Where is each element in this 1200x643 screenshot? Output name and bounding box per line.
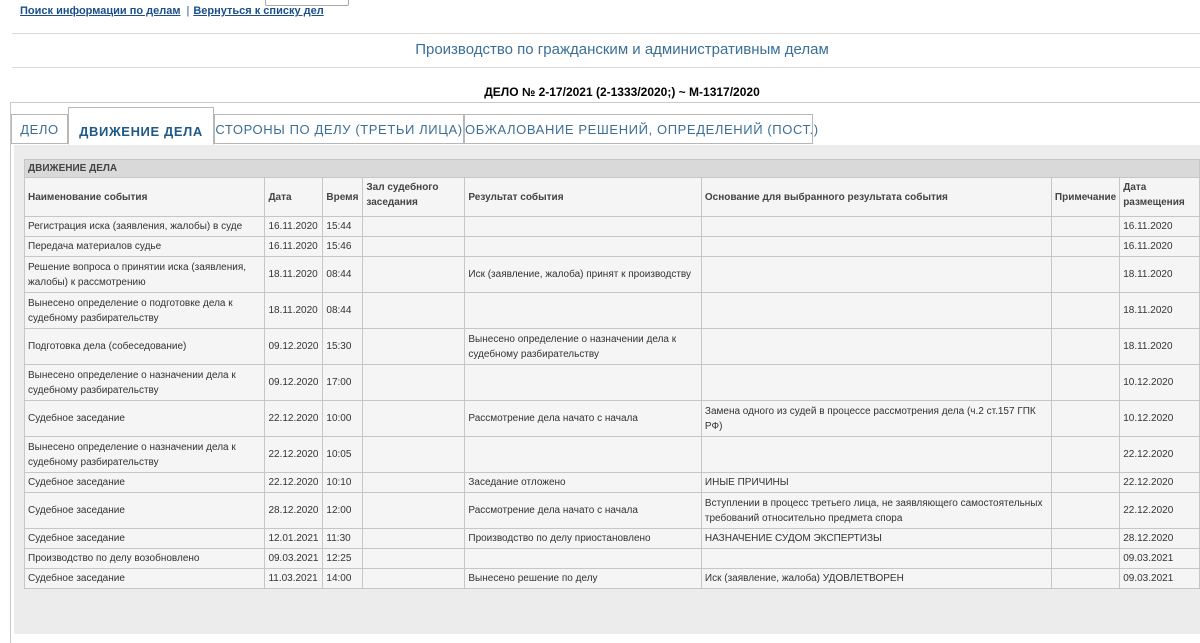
cell-event-name: Производство по делу возобновлено (25, 549, 265, 569)
cell-event-result: Рассмотрение дела начато с начала (465, 493, 702, 529)
cell-result-basis (701, 549, 1051, 569)
court-section-title: Производство по гражданским и административным делам (415, 41, 829, 58)
cell-date: 16.11.2020 (265, 237, 323, 257)
cell-event-result (465, 217, 702, 237)
cell-time: 11:30 (323, 529, 363, 549)
cell-time: 12:25 (323, 549, 363, 569)
cell-note (1051, 493, 1119, 529)
table-row (25, 569, 1200, 589)
cell-note (1051, 401, 1119, 437)
cell-note (1051, 217, 1119, 237)
header-time: Время (323, 178, 363, 217)
top-links (20, 5, 324, 17)
cell-posted-date: 09.03.2021 (1120, 549, 1200, 569)
table-row (25, 257, 1200, 293)
cell-time: 17:00 (323, 365, 363, 401)
cell-event-name: Судебное заседание (25, 401, 265, 437)
cell-note (1051, 549, 1119, 569)
cell-courtroom (363, 473, 465, 493)
cell-result-basis (701, 365, 1051, 401)
cell-event-result (465, 549, 702, 569)
cell-event-name: Передача материалов судье (25, 237, 265, 257)
cell-event-name: Судебное заседание (25, 529, 265, 549)
table-row (25, 401, 1200, 437)
cell-result-basis (701, 257, 1051, 293)
cell-posted-date: 22.12.2020 (1120, 437, 1200, 473)
cell-result-basis: Иск (заявление, жалоба) УДОВЛЕТВОРЕН (701, 569, 1051, 589)
cell-posted-date: 18.11.2020 (1120, 257, 1200, 293)
cell-note (1051, 257, 1119, 293)
table-row (25, 293, 1200, 329)
table-row (25, 437, 1200, 473)
table-row (25, 365, 1200, 401)
table-body (25, 217, 1200, 589)
cell-courtroom (363, 401, 465, 437)
cell-time: 14:00 (323, 569, 363, 589)
cell-event-result (465, 237, 702, 257)
cell-result-basis (701, 293, 1051, 329)
cell-event-result (465, 437, 702, 473)
cell-posted-date: 10.12.2020 (1120, 401, 1200, 437)
search-cases-link[interactable]: Поиск информации по делам (20, 5, 181, 17)
cell-event-result (465, 293, 702, 329)
cell-time: 15:30 (323, 329, 363, 365)
cell-date: 11.03.2021 (265, 569, 323, 589)
cell-date: 09.03.2021 (265, 549, 323, 569)
case-title: ДЕЛО № 2-17/2021 (2-1333/2020;) ~ М-1317/2020 (484, 85, 760, 99)
cell-event-name: Решение вопроса о принятии иска (заявления, жалобы) к рассмотрению (25, 257, 265, 293)
cell-note (1051, 473, 1119, 493)
header-event-result: Результат события (465, 178, 702, 217)
cell-event-name: Регистрация иска (заявления, жалобы) в суде (25, 217, 265, 237)
cell-result-basis: Замена одного из судей в процессе рассмотрения дела (ч.2 ст.157 ГПК РФ) (701, 401, 1051, 437)
cell-courtroom (363, 437, 465, 473)
cell-event-result: Вынесено решение по делу (465, 569, 702, 589)
cell-date: 09.12.2020 (265, 329, 323, 365)
cell-time: 10:05 (323, 437, 363, 473)
header-posted-date: Дата размещения (1120, 178, 1200, 217)
cell-event-name: Судебное заседание (25, 493, 265, 529)
cell-event-result: Производство по делу приостановлено (465, 529, 702, 549)
cell-courtroom (363, 257, 465, 293)
cell-time: 08:44 (323, 257, 363, 293)
cell-event-name: Вынесено определение о подготовке дела к судебному разбирательству (25, 293, 265, 329)
cell-time: 15:44 (323, 217, 363, 237)
cell-result-basis: ИНЫЕ ПРИЧИНЫ (701, 473, 1051, 493)
cell-time: 10:00 (323, 401, 363, 437)
cell-date: 09.12.2020 (265, 365, 323, 401)
cell-event-name: Судебное заседание (25, 569, 265, 589)
cell-result-basis (701, 237, 1051, 257)
cell-courtroom (363, 237, 465, 257)
cell-note (1051, 293, 1119, 329)
cell-posted-date: 18.11.2020 (1120, 293, 1200, 329)
cell-date: 22.12.2020 (265, 473, 323, 493)
divider-top (12, 33, 1200, 34)
cell-result-basis: Вступлении в процесс третьего лица, не заявляющего самостоятельных требований относительно предмета спора (701, 493, 1051, 529)
header-event-name: Наименование события (25, 178, 265, 217)
cell-courtroom (363, 217, 465, 237)
cell-time: 15:46 (323, 237, 363, 257)
header-courtroom: Зал судебного заседания (363, 178, 465, 217)
tab-parties[interactable]: СТОРОНЫ ПО ДЕЛУ (ТРЕТЬИ ЛИЦА) (214, 114, 464, 144)
cell-event-result: Заседание отложено (465, 473, 702, 493)
cell-courtroom (363, 365, 465, 401)
cell-event-name: Судебное заседание (25, 473, 265, 493)
cell-courtroom (363, 293, 465, 329)
cell-posted-date: 28.12.2020 (1120, 529, 1200, 549)
cell-time: 12:00 (323, 493, 363, 529)
cell-date: 16.11.2020 (265, 217, 323, 237)
table-caption: ДВИЖЕНИЕ ДЕЛА (25, 160, 1200, 178)
cell-event-result: Вынесено определение о назначении дела к судебному разбирательству (465, 329, 702, 365)
back-to-list-link[interactable]: Вернуться к списку дел (193, 5, 324, 17)
cell-date: 22.12.2020 (265, 401, 323, 437)
divider-bottom (12, 67, 1200, 68)
tab-case[interactable]: ДЕЛО (11, 114, 68, 144)
table-row (25, 549, 1200, 569)
table-row (25, 473, 1200, 493)
cell-date: 18.11.2020 (265, 293, 323, 329)
cell-event-result: Рассмотрение дела начато с начала (465, 401, 702, 437)
cell-date: 12.01.2021 (265, 529, 323, 549)
cell-posted-date: 16.11.2020 (1120, 237, 1200, 257)
cell-event-result: Иск (заявление, жалоба) принят к производству (465, 257, 702, 293)
cell-posted-date: 10.12.2020 (1120, 365, 1200, 401)
cell-note (1051, 529, 1119, 549)
cell-note (1051, 237, 1119, 257)
cell-event-result (465, 365, 702, 401)
cell-result-basis (701, 217, 1051, 237)
cell-courtroom (363, 549, 465, 569)
cell-time: 08:44 (323, 293, 363, 329)
table-header-row (25, 178, 1200, 217)
cell-result-basis (701, 437, 1051, 473)
cell-courtroom (363, 493, 465, 529)
cell-event-name: Вынесено определение о назначении дела к судебному разбирательству (25, 437, 265, 473)
header-result-basis: Основание для выбранного результата события (701, 178, 1051, 217)
cell-posted-date: 22.12.2020 (1120, 493, 1200, 529)
cell-event-name: Вынесено определение о назначении дела к судебному разбирательству (25, 365, 265, 401)
cell-note (1051, 365, 1119, 401)
cell-note (1051, 569, 1119, 589)
tab-appeals[interactable]: ОБЖАЛОВАНИЕ РЕШЕНИЙ, ОПРЕДЕЛЕНИЙ (ПОСТ.) (464, 114, 813, 144)
cell-result-basis (701, 329, 1051, 365)
cell-posted-date: 18.11.2020 (1120, 329, 1200, 365)
cell-date: 28.12.2020 (265, 493, 323, 529)
cell-posted-date: 16.11.2020 (1120, 217, 1200, 237)
header-note: Примечание (1051, 178, 1119, 217)
case-movement-table (24, 159, 1200, 589)
table-row (25, 493, 1200, 529)
cell-note (1051, 329, 1119, 365)
cell-courtroom (363, 329, 465, 365)
tab-case-movement[interactable]: ДВИЖЕНИЕ ДЕЛА (68, 107, 214, 145)
header-date: Дата (265, 178, 323, 217)
cell-courtroom (363, 569, 465, 589)
cell-date: 22.12.2020 (265, 437, 323, 473)
cell-posted-date: 22.12.2020 (1120, 473, 1200, 493)
cell-time: 10:10 (323, 473, 363, 493)
cell-date: 18.11.2020 (265, 257, 323, 293)
cell-posted-date: 09.03.2021 (1120, 569, 1200, 589)
cell-note (1051, 437, 1119, 473)
table-row (25, 529, 1200, 549)
table-row (25, 217, 1200, 237)
cell-courtroom (363, 529, 465, 549)
cell-result-basis: НАЗНАЧЕНИЕ СУДОМ ЭКСПЕРТИЗЫ (701, 529, 1051, 549)
link-separator: | (186, 5, 190, 17)
table-row (25, 329, 1200, 365)
table-row (25, 237, 1200, 257)
cell-event-name: Подготовка дела (собеседование) (25, 329, 265, 365)
